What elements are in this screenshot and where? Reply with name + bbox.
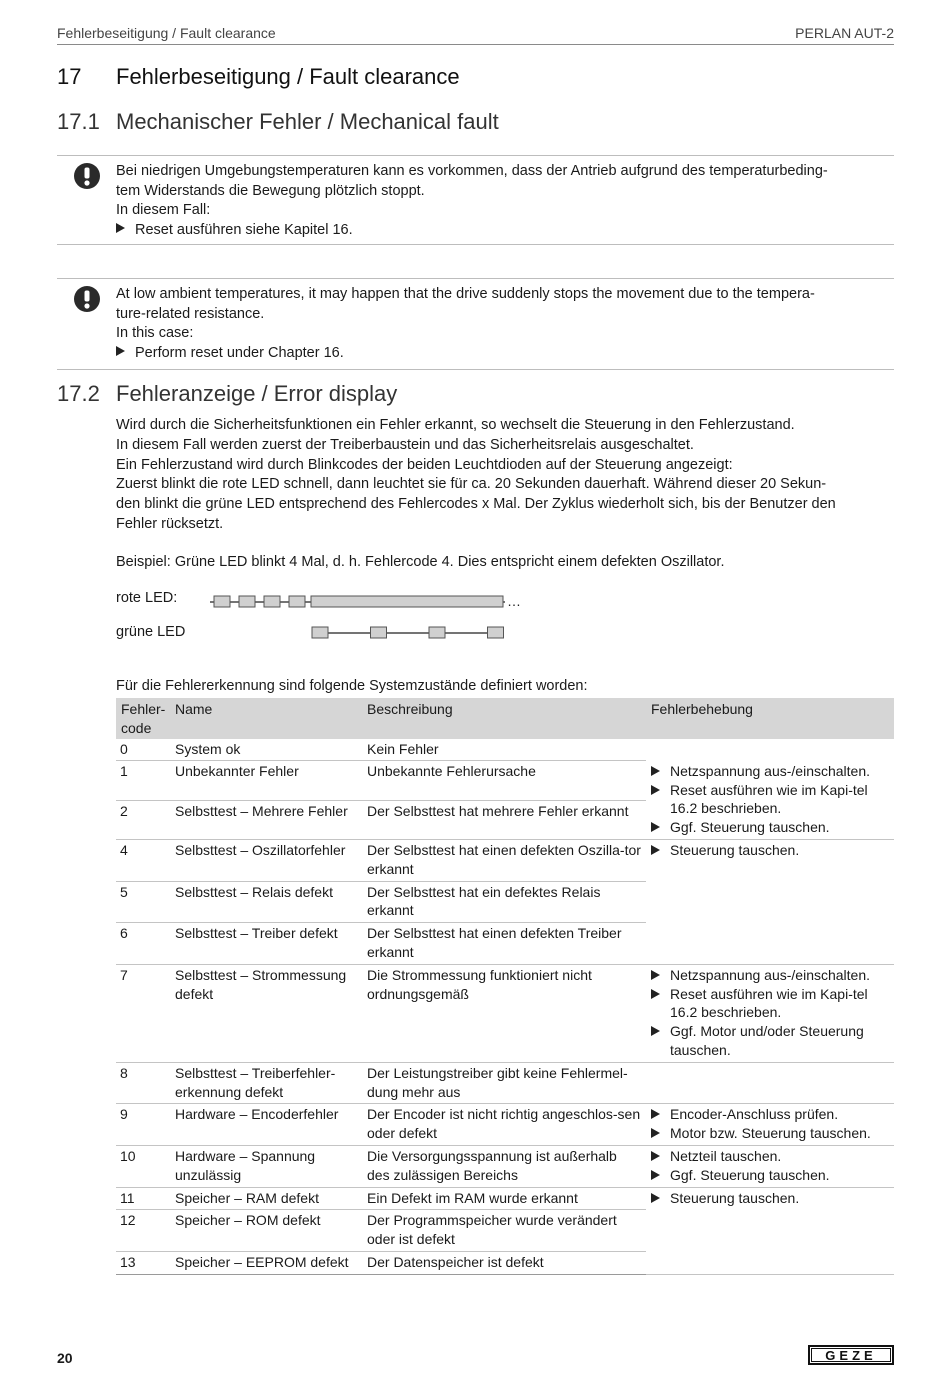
subsection-number: 17.1 — [57, 109, 100, 134]
error-code-table — [116, 698, 894, 1275]
note-line: In diesem Fall: — [116, 202, 211, 218]
table-row — [116, 964, 894, 1062]
error-desc-cell: Der Selbsttest hat einen defekten Treiber erkannt — [362, 923, 646, 965]
subsection-number: 17.2 — [57, 381, 100, 406]
error-name-cell: Selbsttest – Treiber defekt — [170, 923, 362, 965]
led-blink-diagram — [205, 590, 545, 642]
fix-item — [651, 1022, 889, 1060]
running-header — [57, 22, 894, 45]
arrow-right-icon — [651, 1151, 660, 1161]
fix-item — [651, 985, 889, 1023]
error-desc-cell: Der Encoder ist nicht richtig angeschlos-sen oder defekt — [362, 1104, 646, 1146]
error-desc-cell: Der Selbsttest hat ein defektes Relais erkannt — [362, 881, 646, 923]
error-fix-cell — [646, 964, 894, 1062]
error-name-cell: Hardware – Encoderfehler — [170, 1104, 362, 1146]
header-desc: Beschreibung — [362, 698, 646, 739]
header-code-line1: Fehler- — [121, 701, 166, 717]
paragraph-line: den blinkt die grüne LED entsprechend des Fehlercodes x Mal. Der Zyklus wiederholt sich, bis der Benutzer den — [116, 496, 836, 513]
green-led-blink — [488, 627, 504, 638]
error-name-cell: Unbekannter Fehler — [170, 761, 362, 800]
error-desc-cell: Der Datenspeicher ist defekt — [362, 1252, 646, 1275]
fix-item-text: Ggf. Motor und/oder Steuerung tauschen. — [670, 1023, 864, 1059]
fix-item — [651, 762, 889, 781]
error-code-cell: 0 — [116, 739, 170, 761]
arrow-right-icon — [651, 1026, 660, 1036]
error-name-cell: Speicher – RAM defekt — [170, 1187, 362, 1210]
error-desc-cell: Der Leistungstreiber gibt keine Fehlermel-dung mehr aus — [362, 1062, 646, 1104]
error-desc-cell: Unbekannte Fehlerursache — [362, 761, 646, 800]
error-code-cell: 1 — [116, 761, 170, 800]
paragraph-line: Fehler rücksetzt. — [116, 515, 224, 532]
error-code-cell: 6 — [116, 923, 170, 965]
error-code-cell: 5 — [116, 881, 170, 923]
arrow-right-icon — [651, 766, 660, 776]
error-desc-cell: Der Programmspeicher wurde verändert oder ist defekt — [362, 1210, 646, 1252]
fix-item-text: Netzspannung aus-/einschalten. — [670, 966, 871, 983]
warning-note-de — [57, 155, 894, 245]
green-led-blink — [429, 627, 445, 638]
error-code-cell: 4 — [116, 840, 170, 882]
error-fix-cell — [646, 1104, 894, 1146]
note-action-text: Reset ausführen siehe Kapitel 16. — [135, 221, 353, 238]
note-action — [116, 221, 894, 241]
table-header-row — [116, 698, 894, 739]
error-code-cell: 11 — [116, 1187, 170, 1210]
table-row — [116, 1146, 894, 1188]
geze-logo — [808, 1345, 894, 1365]
error-fix-cell — [646, 761, 894, 840]
section-heading — [57, 64, 460, 90]
fix-item-text: Encoder-Anschluss prüfen. — [670, 1106, 839, 1123]
fix-item — [651, 781, 889, 819]
subsection-title: Mechanischer Fehler / Mechanical fault — [116, 109, 499, 134]
error-code-cell: 12 — [116, 1210, 170, 1252]
fix-item-text: Ggf. Steuerung tauschen. — [670, 1166, 830, 1183]
header-chapter: Fehlerbeseitigung / Fault clearance — [57, 25, 276, 41]
error-name-cell: Selbsttest – Strommessung defekt — [170, 964, 362, 1062]
subsection-heading-17-1 — [57, 109, 499, 135]
arrow-right-icon — [116, 223, 125, 233]
error-fix-cell — [646, 1187, 894, 1274]
paragraph-line: Ein Fehlerzustand wird durch Blinkcodes der beiden Leuchtdioden auf der Steuerung angezeigt: — [116, 456, 733, 473]
fix-item-text: Motor bzw. Steuerung tauschen. — [670, 1125, 871, 1142]
error-name-cell: Selbsttest – Relais defekt — [170, 881, 362, 923]
green-led-blink — [312, 627, 328, 638]
error-desc-cell: Der Selbsttest hat einen defekten Oszilla-tor erkannt — [362, 840, 646, 882]
red-led-blink — [264, 596, 280, 607]
error-code-cell: 8 — [116, 1062, 170, 1104]
arrow-right-icon — [651, 1109, 660, 1119]
error-display-paragraph — [116, 416, 894, 535]
table-row — [116, 739, 894, 761]
header-product: PERLAN AUT-2 — [795, 25, 894, 41]
error-desc-cell: Die Strommessung funktioniert nicht ordnungsgemäß — [362, 964, 646, 1062]
error-code-cell: 7 — [116, 964, 170, 1062]
section-title: Fehlerbeseitigung / Fault clearance — [116, 64, 460, 89]
section-number: 17 — [57, 64, 82, 89]
note-line: At low ambient temperatures, it may happen that the drive suddenly stops the movement due to the tempera- — [116, 286, 815, 302]
paragraph-line: In diesem Fall werden zuerst der Treiberbaustein und das Sicherheitsrelais ausgeschaltet. — [116, 436, 694, 453]
fix-item-text: Steuerung tauschen. — [670, 1189, 800, 1206]
red-led-blink — [239, 596, 255, 607]
fix-item — [651, 1124, 889, 1143]
red-led-label: rote LED: — [116, 590, 178, 606]
paragraph-line: Wird durch die Sicherheitsfunktionen ein Fehler erkannt, so wechselt die Steuerung in den Fehlerzustand. — [116, 417, 795, 433]
error-name-cell: Hardware – Spannung unzulässig — [170, 1146, 362, 1188]
error-desc-cell: Die Versorgungsspannung ist außerhalb des zulässigen Bereichs — [362, 1146, 646, 1188]
arrow-right-icon — [116, 346, 125, 356]
error-fix-cell — [646, 840, 894, 965]
arrow-right-icon — [651, 845, 660, 855]
error-code-cell: 13 — [116, 1252, 170, 1275]
error-code-cell: 10 — [116, 1146, 170, 1188]
table-row — [116, 1062, 894, 1104]
error-name-cell: Selbsttest – Mehrere Fehler — [170, 800, 362, 839]
header-code — [116, 698, 170, 739]
fix-item-text: Ggf. Steuerung tauschen. — [670, 819, 830, 836]
fix-item — [651, 1147, 889, 1166]
error-name-cell: Speicher – ROM defekt — [170, 1210, 362, 1252]
fix-item — [651, 841, 889, 860]
note-action-text: Perform reset under Chapter 16. — [135, 344, 344, 361]
red-led-blink — [289, 596, 305, 607]
arrow-right-icon — [651, 785, 660, 795]
fix-item-text: Reset ausführen wie im Kapi-tel 16.2 beschrieben. — [670, 781, 868, 817]
header-name: Name — [170, 698, 362, 739]
exclamation-icon — [73, 162, 101, 190]
fix-item-text: Netzspannung aus-/einschalten. — [670, 762, 871, 779]
exclamation-icon — [73, 285, 101, 313]
error-name-cell: System ok — [170, 739, 362, 761]
paragraph-line: Zuerst blinkt die rote LED schnell, dann leuchtet sie für ca. 20 Sekunden dauerhaft. Während dieser 20 Sekun- — [116, 476, 827, 493]
arrow-right-icon — [651, 1193, 660, 1203]
table-row — [116, 1104, 894, 1146]
arrow-right-icon — [651, 989, 660, 999]
error-fix-cell — [646, 739, 894, 761]
error-desc-cell: Der Selbsttest hat mehrere Fehler erkannt — [362, 800, 646, 839]
arrow-right-icon — [651, 822, 660, 832]
svg-text:GEZE: GEZE — [825, 1348, 877, 1363]
note-action — [116, 344, 894, 364]
fix-item — [651, 1189, 889, 1208]
table-row — [116, 840, 894, 882]
fix-item — [651, 1166, 889, 1185]
red-led-steady — [311, 596, 503, 607]
header-code-line2: code — [121, 719, 152, 736]
error-fix-cell — [646, 1062, 894, 1104]
note-line: ture-related resistance. — [116, 305, 265, 322]
arrow-right-icon — [651, 970, 660, 980]
fix-item — [651, 966, 889, 985]
note-line: In this case: — [116, 325, 194, 341]
fix-item — [651, 1105, 889, 1124]
red-led-ellipsis: … — [507, 593, 521, 609]
table-intro: Für die Fehlererkennung sind folgende Systemzustände definiert worden: — [116, 678, 588, 694]
arrow-right-icon — [651, 1128, 660, 1138]
subsection-heading-17-2 — [57, 381, 397, 407]
table-row — [116, 1187, 894, 1210]
subsection-title: Fehleranzeige / Error display — [116, 381, 398, 406]
table-row — [116, 761, 894, 800]
page-number: 20 — [57, 1350, 73, 1366]
red-led-blink — [214, 596, 230, 607]
example-text: Beispiel: Grüne LED blinkt 4 Mal, d. h. Fehlercode 4. Dies entspricht einem defekten Oszillator. — [116, 554, 725, 570]
note-line: Bei niedrigen Umgebungstemperaturen kann es vorkommen, dass der Antrieb aufgrund des temperaturbeding- — [116, 163, 828, 179]
error-code-cell: 2 — [116, 800, 170, 839]
warning-note-en — [57, 278, 894, 370]
error-code-cell: 9 — [116, 1104, 170, 1146]
fix-item — [651, 818, 889, 837]
fix-item-text: Steuerung tauschen. — [670, 842, 800, 859]
green-led-label: grüne LED — [116, 624, 186, 640]
header-fix: Fehlerbehebung — [646, 698, 894, 739]
fix-item-text: Netzteil tauschen. — [670, 1148, 782, 1165]
green-led-blink — [371, 627, 387, 638]
error-name-cell: Selbsttest – Oszillatorfehler — [170, 840, 362, 882]
error-name-cell: Selbsttest – Treiberfehler-erkennung defekt — [170, 1062, 362, 1104]
arrow-right-icon — [651, 1170, 660, 1180]
error-desc-cell: Ein Defekt im RAM wurde erkannt — [362, 1187, 646, 1210]
fix-item-text: Reset ausführen wie im Kapi-tel 16.2 beschrieben. — [670, 985, 868, 1021]
note-line: tem Widerstands die Bewegung plötzlich stoppt. — [116, 182, 425, 199]
error-fix-cell — [646, 1146, 894, 1188]
error-desc-cell: Kein Fehler — [362, 739, 646, 761]
error-name-cell: Speicher – EEPROM defekt — [170, 1252, 362, 1275]
